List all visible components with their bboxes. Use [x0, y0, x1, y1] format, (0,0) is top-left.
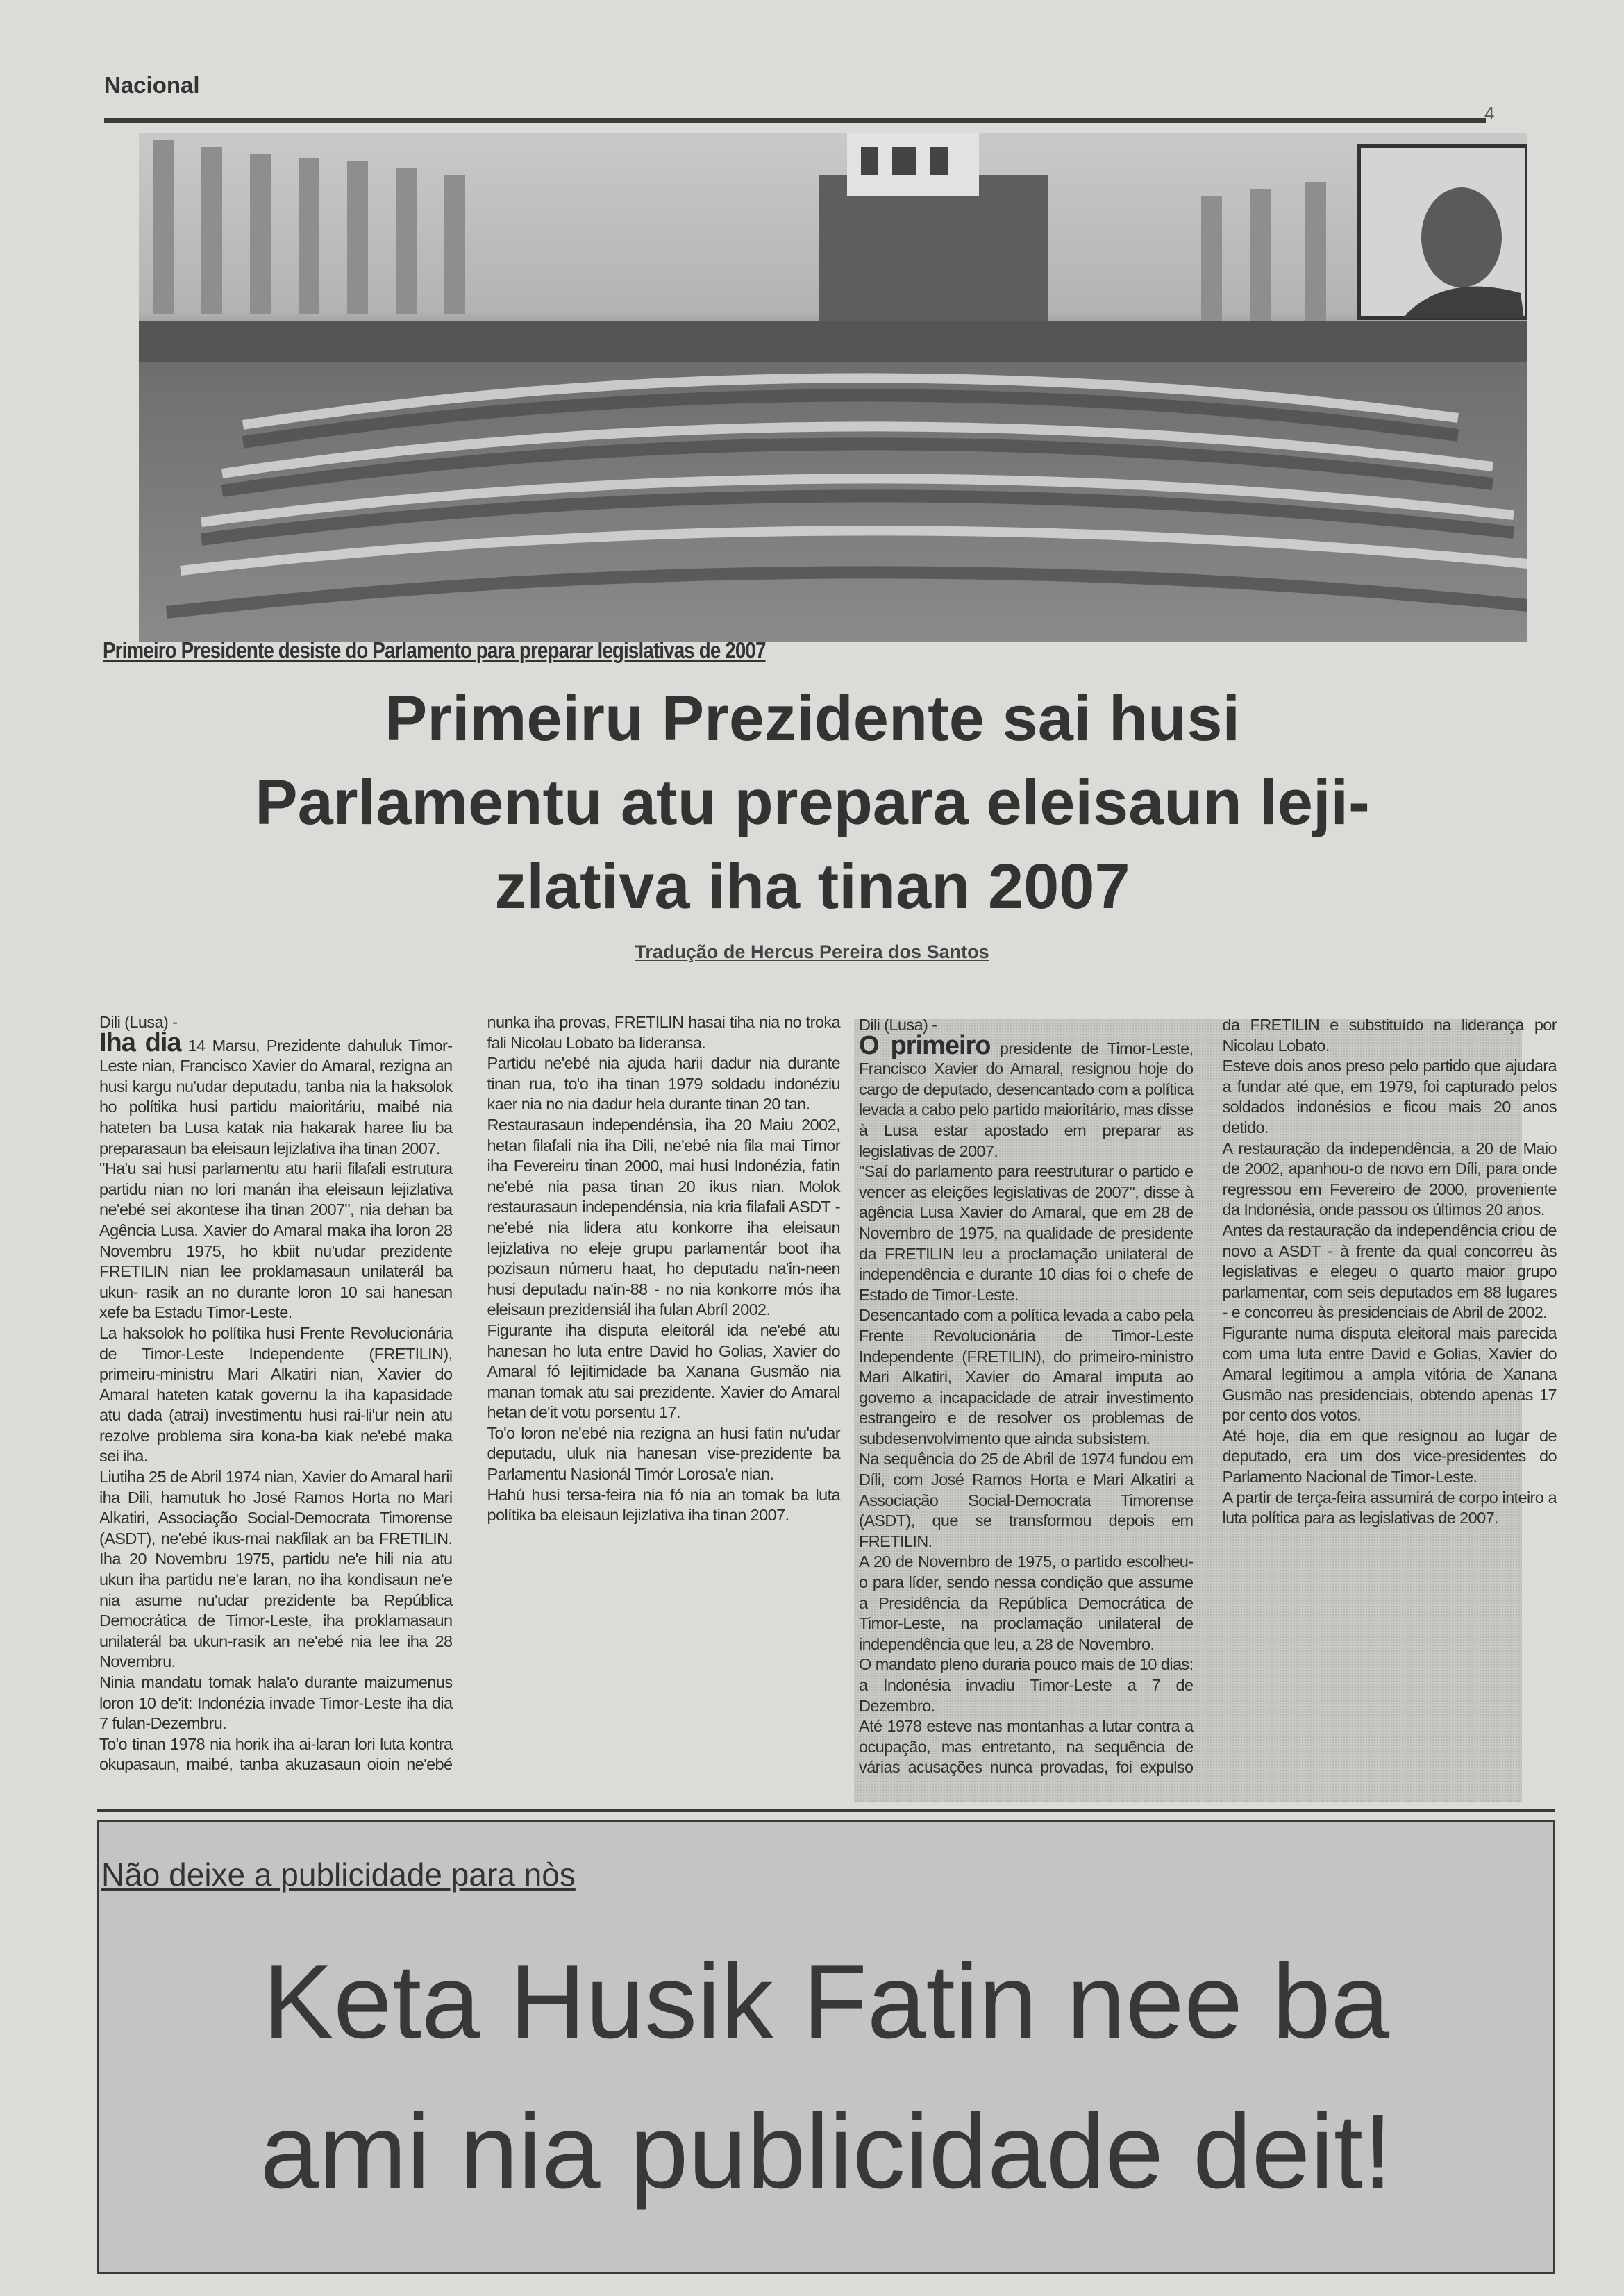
dateline: Dili (Lusa) -: [99, 1013, 178, 1031]
photo-caption: Primeiro Presidente desiste do Parlamento para preparar legislativas de 2007: [103, 637, 766, 663]
paragraph: To'o tinan 1978 nia horik iha ai-laran lori luta kontra okupasaun, maibé, tanba akuzasaun oioin ne'ebé nunka iha provas, FRETILIN hasai tiha nia no troka fali Nicolau Lobato ba lideransa.: [99, 1013, 840, 1774]
advert-tagline: Não deixe a publicidade para nòs: [101, 1857, 576, 1893]
paragraph: To'o loron ne'ebé nia rezigna an husi fatin nu'udar deputadu, uluk nia hanesan vise-prezidente ba Parlamentu Nasionál Timór Lorosa'e nian.: [487, 1423, 840, 1484]
headline: [69, 677, 1555, 929]
headline-line: Parlamentu atu prepara eleisaun leji-: [255, 767, 1370, 838]
headline-line: Primeiru Prezidente sai husi: [384, 683, 1241, 754]
lead-text: presidente de Timor-Leste, Francisco Xavier do Amaral, resignou hoje do cargo de deputado, desencantado com a política levada a cabo pelo partido maioritário, mas disse à Lusa estar apostado em preparar as legislativas de 2007.: [859, 1039, 1194, 1160]
lead-words: O primeiro: [859, 1030, 991, 1060]
section-label: Nacional: [104, 72, 200, 98]
headline-line: zlativa iha tinan 2007: [494, 851, 1130, 922]
paragraph: Na sequência do 25 de Abril de 1974 fundou em Díli, com José Ramos Horta e Mari Alkatiri a Associação Social-Democrata Timorense (ASDT), que se transformou depois em FRETILIN.: [859, 1450, 1194, 1550]
article-tetum: [99, 1012, 840, 1790]
paragraph: Esteve dois anos preso pelo partido que ajudara a fundar até que, em 1979, foi capturado pelos soldados indonésios e ficou mais 20 anos detido.: [1222, 1057, 1557, 1137]
paragraph: O mandato pleno duraria pouco mais de 10 dias: a Indonésia invadiu Timor-Leste a 7 de Dezembro.: [859, 1655, 1194, 1715]
header-rule: [104, 118, 1486, 123]
paragraph: Restaurasaun independénsia, iha 20 Maiu 2002, hetan filafali nia iha Dili, ne'ebé nia fila mai Timor iha Fevereiru tinan 2000, mai husi Indonézia, fatin ne'ebé nia pasa tinan 20 ikus nian. Molok restaurasaun independénsia, nia kria filafali ASDT - ne'ebé nia lidera atu konkorre iha eleisaun lejizlativa no eleje grupu parlamentár boot iha pozisaun númeru haat, ho deputadu na'in-neen husi deputadu na'in-88 - no nia konkorre mós iha eleisaun prezidensiál iha fulan Abríl 2002.: [487, 1115, 840, 1319]
paragraph: Hahú husi tersa-feira nia fó nia an tomak ba luta polítika ba eleisaun lejizlativa iha tinan 2007.: [487, 1485, 840, 1525]
paragraph: Figurante numa disputa eleitoral mais parecida com uma luta entre David e Golias, Xavier do Amaral legitimou a ampla vitória de Xanana Gusmão nas presidenciais, obtendo apenas 17 por cento dos votos.: [1222, 1323, 1557, 1425]
paragraph: Liutiha 25 de Abril 1974 nian, Xavier do Amaral harii iha Dili, hamutuk ho José Ramos Horta no Mari Alkatiri, Associação Social-Democrata Timorense (ASDT), ne'ebé ikus-mai nakfilak an ba FRETILIN. Iha 20 Novembru 1975, partidu ne'e hili nia atu ukun iha partidu ne'e laran, no iha kondisaun ne'e nia asume nu'udar prezidente ba República Democrática de Timor-Leste, iha proklamasaun unilaterál ba ukun-rasik an ne'ebé nia lee iha 28 Novembru.: [99, 1468, 453, 1671]
advert-rule: [97, 1809, 1555, 1812]
paragraph: Partidu ne'ebé nia ajuda harii dadur nia durante tinan rua, to'o iha tinan 1979 soldadu indonéziu kaer nia no nia dadur hela durante tinan 20 tan.: [487, 1054, 840, 1114]
advert-line: Keta Husik Fatin nee ba: [262, 1943, 1390, 2061]
translation-credit: Tradução de Hercus Pereira dos Santos: [635, 941, 989, 962]
paragraph: A 20 de Novembro de 1975, o partido escolheu-o para líder, sendo nessa condição que assume a Presidência da República Democrática de Timor-Leste, na proclamação unilateral de independência que leu, a 28 de Novembro.: [859, 1552, 1194, 1653]
lead-words: Iha dia: [99, 1028, 181, 1057]
advertisement-box: [97, 1820, 1555, 2274]
page-number: 4: [1484, 103, 1495, 124]
paragraph: Figurante iha disputa eleitorál ida ne'ebé atu hanesan ho luta entre David ho Golias, Xavier do Amaral fó lejitimidade ba Xanana Gusmão nia manan tomak atu sai prezidente. Xavier do Amaral hetan de'it votu porsentu 17.: [487, 1321, 840, 1422]
paragraph: A restauração da independência, a 20 de Maio de 2002, apanhou-o de novo em Díli, para onde regressou em Fevereiro de 2000, proveniente da Indonésia, onde passou os últimos 20 anos.: [1222, 1139, 1557, 1219]
article-portuguese: [859, 1015, 1557, 1800]
paragraph: Desencantado com a política levada a cabo pela Frente Revolucionária de Timor-Leste Independente (FRETILIN), do primeiro-ministro Mari Alkatiri, Xavier do Amaral imputa ao governo a incapacidade de atrair investimento estrangeiro e de resolver os problemas de subdesenvolvimento que ainda subsistem.: [859, 1306, 1194, 1448]
lead-text: 14 Marsu, Prezidente dahuluk Timor-Leste nian, Francisco Xavier do Amaral, rezigna an husi kargu nu'udar deputadu, tanba nia la haksolok ho polítika husi partidu maioritáriu, maibé nia hateten ba Lusa katak nia hakarak haree liu ba preparasaun ba eleisaun lejizlativa iha tinan 2007.: [99, 1036, 453, 1157]
dateline: Dili (Lusa) -: [859, 1016, 937, 1034]
advert-line: ami nia publicidade deit!: [260, 2093, 1393, 2211]
parliament-photo: [139, 133, 1527, 642]
paragraph: "Ha'u sai husi parlamentu atu harii filafali estrutura partidu nian no lori manán iha eleisaun lejizlativa ne'ebé sei akontese iha tinan 2007", nia dehan ba Agência Lusa. Xavier do Amaral maka iha loron 28 Novembru 1975, ho kbiit nu'udar prezidente FRETILIN nian lee proklamasaun unilaterál ba ukun- rasik an no durante loron 10 sai hanesan xefe ba Estadu Timor-Leste.: [99, 1159, 453, 1322]
paragraph: Antes da restauração da independência criou de novo a ASDT - à frente da qual concorreu às legislativas e elegeu o quarto maior grupo parlamentar, com seis deputados em 88 lugares - e concorreu às presidenciais de Abril de 2002.: [1222, 1221, 1557, 1322]
paragraph: Até hoje, dia em que resignou ao lugar de deputado, era um dos vice-presidentes do Parlamento Nacional de Timor-Leste.: [1222, 1426, 1557, 1486]
paragraph: A partir de terça-feira assumirá de corpo inteiro a luta política para as legislativas de 2007.: [1222, 1488, 1557, 1527]
parliament-chamber-image: [139, 133, 1527, 642]
lead-paragraph: [859, 1030, 1194, 1162]
paragraph: "Saí do parlamento para reestruturar o partido e vencer as eleições legislativas de 2007", disse à agência Lusa Xavier do Amaral, que em 28 de Novembro de 1975, na qualidade de presidente da FRETILIN leu a proclamação unilateral de independência e durante 10 dias foi o chefe de Estado de Timor-Leste.: [859, 1162, 1194, 1304]
advert-message: [99, 1927, 1553, 2227]
paragraph: La haksolok ho polítika husi Frente Revolucionária de Timor-Leste Independente (FRETILIN), primeiru-ministru Mari Alkatiri nian, Xavier do Amaral hateten katak governu la iha kapasidade atu dada (atrai) investimentu husi rai-li'ur nein atu rezolve problema sira kona-ba kiak ne'ebé maka sei iha.: [99, 1323, 453, 1466]
paragraph: Até 1978 esteve nas montanhas a lutar contra a ocupação, mas entretanto, na sequência de várias acusações nunca provadas, foi expulso da FRETILIN e substituído na liderança por Nicolau Lobato.: [859, 1016, 1557, 1777]
lead-paragraph: [99, 1028, 453, 1159]
paragraph: Ninia mandatu tomak hala'o durante maizumenus loron 10 de'it: Indonézia invade Timor-Leste iha dia 7 fulan-Dezembru.: [99, 1673, 453, 1733]
